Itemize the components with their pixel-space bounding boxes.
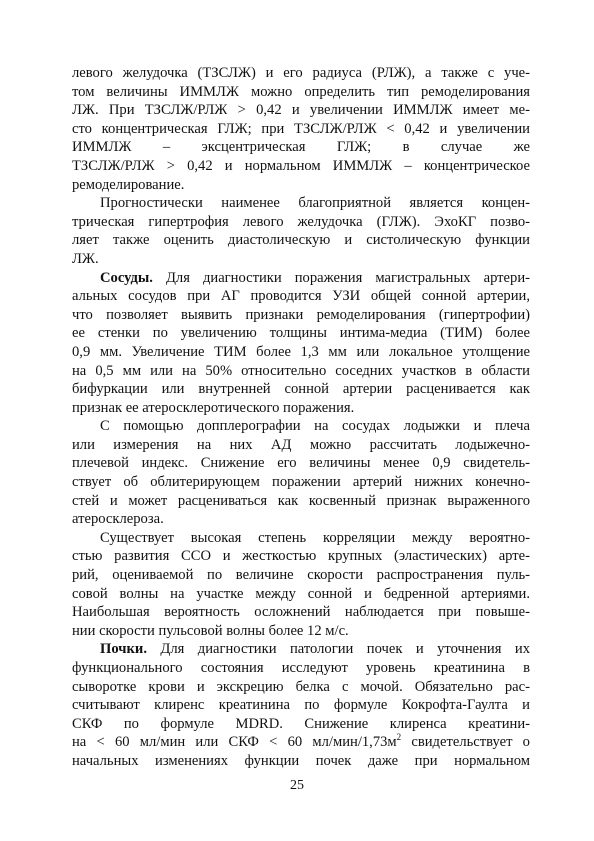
text-line: левого желудочка (ТЗСЛЖ) и его радиуса (РЛЖ), а также с уче- [72, 65, 530, 81]
text-line: признак ее атеросклеротического поражения. [72, 399, 355, 416]
paragraph [72, 417, 530, 529]
text-line: 0,9 мм. Увеличение ТИМ более 1,3 мм или локальное утолщение [72, 343, 530, 360]
text-fragment: Для диагностики патологии почек и уточнения их [146, 641, 530, 658]
text-fragment: свидетельствует о [401, 734, 530, 751]
text-line: ствует об облитерирующем поражении артерий нижних конечно- [72, 474, 530, 491]
text-line: плечевой индекс. Снижение его величины менее 0,9 свидетель- [72, 455, 530, 472]
text-fragment: на < 60 мл/мин или СКФ < 60 мл/мин/1,73м [72, 734, 397, 751]
text-line: том величины ИММЛЖ можно определить тип ремоделирования [72, 83, 530, 100]
text-line: ее стенки по увеличению толщины интима-медиа (ТИМ) более [72, 325, 530, 342]
text-line: функционального состояния исследуют уровень креатинина в [72, 660, 530, 676]
text-line: ТЗСЛЖ/РЛЖ > 0,42 и нормальном ИММЛЖ – концентрическое [72, 157, 530, 174]
text-line: атеросклероза. [72, 511, 164, 528]
text-line: ЛЖ. При ТЗСЛЖ/РЛЖ > 0,42 и увеличении ИММЛЖ имеет ме- [72, 102, 530, 119]
text-line: ИММЛЖ – эксцентрическая ГЛЖ; в случае же [72, 139, 530, 156]
text-line [72, 733, 530, 752]
text-line: рий, оцениваемой по величине скорости распространения пуль- [72, 567, 530, 584]
text-line: бифуркации или внутренней сонной артерии расценивается как [72, 381, 530, 398]
paragraph [72, 194, 530, 268]
text-line: Наибольшая вероятность осложнений наблюдается при повыше- [72, 604, 530, 621]
text-line: стью развития ССО и жесткостью крупных (эластических) арте- [72, 548, 530, 565]
text-line: или измерения на них АД можно рассчитать лодыжечно- [72, 436, 530, 453]
text-line: стей и может расцениваться как косвенный признак выраженного [72, 492, 530, 509]
text-line [72, 269, 530, 288]
superscript: 2 [396, 732, 402, 743]
text-line: альных сосудов при АГ проводится УЗИ общей сонной артерии, [72, 288, 530, 305]
text-line: Прогностически наименее благоприятной является концен- [100, 195, 530, 212]
text-line: Существует высокая степень корреляции между вероятно- [100, 529, 530, 546]
paragraph [72, 529, 530, 641]
text-line [72, 640, 530, 659]
text-line: СКФ по формуле MDRD. Снижение клиренса креатини- [72, 715, 530, 732]
text-line: совой волны на участке между сонной и бедренной артериями. [72, 585, 530, 602]
text-line: ЛЖ. [72, 250, 99, 267]
paragraph [72, 640, 530, 770]
paragraph [72, 64, 530, 194]
text-line: нии скорости пульсовой волны более 12 м/с. [72, 622, 349, 639]
section-heading: Сосуды. [100, 269, 153, 286]
text-line: на 0,5 мм или на 50% относительно соседних участков в области [72, 362, 530, 379]
text-line: что позволяет выявить признаки ремоделирования (гипертрофии) [72, 306, 530, 323]
text-line: С помощью допплерографии на сосудах лодыжки и плеча [100, 418, 530, 435]
body-text [72, 64, 530, 771]
text-line: ремоделирование. [72, 176, 185, 193]
section-heading: Почки. [100, 641, 147, 658]
text-line: начальных изменениях функции почек даже при нормальном [72, 752, 530, 769]
text-line: считывают клиренс креатинина по формуле Кокрофта-Гаулта и [72, 697, 530, 714]
paragraph [72, 269, 530, 418]
text-line: сыворотке крови и экскрецию белка с мочой. Обязательно рас- [72, 678, 530, 695]
text-line: трическая гипертрофия левого желудочка (ГЛЖ). ЭхоКГ позво- [72, 213, 530, 230]
text-line: ляет также оценить диастолическую и систолическую функции [72, 232, 530, 249]
text-line: сто концентрическая ГЛЖ; при ТЗСЛЖ/РЛЖ < 0,42 и увеличении [72, 120, 530, 137]
text-fragment: Для диагностики поражения магистральных артери- [152, 269, 530, 286]
page-number: 25 [290, 778, 304, 793]
